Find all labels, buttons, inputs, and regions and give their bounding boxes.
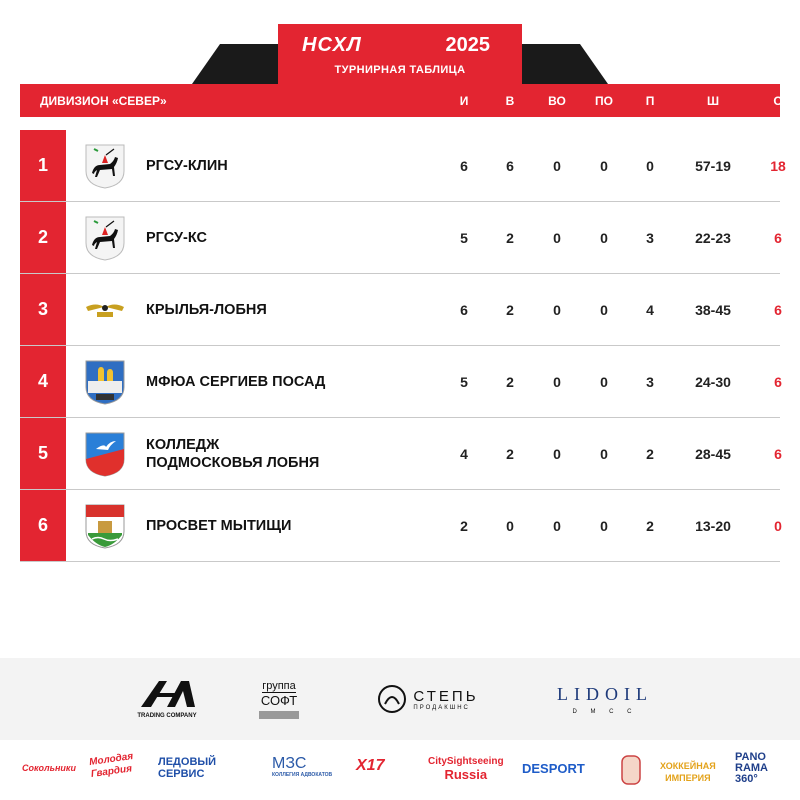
col-goals: Ш [706, 94, 720, 108]
ot-losses-cell: 0 [600, 229, 608, 246]
losses-cell: 3 [646, 229, 654, 246]
klin-crest-icon [84, 215, 126, 261]
partner-line: ИМПЕРИЯ [665, 773, 711, 783]
table-row [20, 490, 780, 562]
table-title: ТУРНИРНАЯ ТАБЛИЦА [334, 64, 466, 76]
col-games: И [459, 94, 469, 108]
glove-icon [616, 752, 646, 788]
team-name: ПРОСВЕТ МЫТИЩИ [146, 517, 292, 534]
losses-cell: 3 [646, 373, 654, 390]
ot-wins-cell: 0 [553, 445, 561, 462]
title-banner [278, 24, 522, 84]
lobnya-crest-icon [84, 431, 126, 477]
team-name: РГСУ-КЛИН [146, 157, 228, 174]
sponsor-caption: ПРОДАКШНС [413, 704, 470, 711]
step-logo-icon [377, 682, 407, 716]
games-cell: 5 [460, 229, 468, 246]
ot-wins-cell: 0 [553, 517, 561, 534]
partner-line: ЛЕДОВЫЙ [158, 756, 217, 768]
sponsor-name: LIDOIL [557, 683, 653, 704]
sponsor-caption: D M C C [572, 708, 638, 715]
sponsor-name: СТЕПЬ [413, 687, 479, 705]
partner-molodaya-gvardiya [89, 751, 136, 781]
ot-losses-cell: 0 [600, 445, 608, 462]
partner-line: CitySightseeing [428, 756, 504, 767]
partner-line: СЕРВИС [158, 768, 205, 780]
partner-mzs [272, 756, 332, 779]
col-losses: П [645, 94, 655, 108]
team-name-line: ПОДМОСКОВЬЯ ЛОБНЯ [146, 454, 320, 471]
sponsor-sa-trading [134, 674, 200, 724]
partner-line: КОЛЛЕГИЯ АДВОКАТОВ [272, 772, 333, 778]
col-ot-losses: ПО [595, 94, 613, 108]
wins-cell: 2 [506, 373, 514, 390]
soft-bar-icon [259, 711, 299, 719]
goals-cell: 28-45 [695, 445, 731, 462]
table-row [20, 202, 780, 274]
team-name: КРЫЛЬЯ-ЛОБНЯ [146, 301, 267, 318]
partner-logos [0, 740, 800, 800]
goals-cell: 13-20 [695, 517, 731, 534]
wings-logo-icon [84, 287, 126, 333]
ot-wins-cell: 0 [553, 301, 561, 318]
wins-cell: 6 [506, 157, 514, 174]
rank-cell: 5 [20, 418, 66, 489]
col-points: О [773, 94, 783, 108]
goals-cell: 38-45 [695, 301, 731, 318]
table-header [20, 84, 783, 117]
mytishchi-crest-icon [84, 503, 126, 549]
sergiev-posad-crest-icon [84, 359, 126, 405]
col-wins: В [505, 94, 515, 108]
goals-cell: 57-19 [695, 157, 731, 174]
ot-losses-cell: 0 [600, 157, 608, 174]
goals-cell: 24-30 [695, 373, 731, 390]
points-cell: 6 [774, 301, 782, 318]
sa-logo-icon [137, 679, 197, 709]
league-logo: НСХЛ [302, 34, 362, 56]
sponsor-lidoil [540, 676, 670, 722]
games-cell: 2 [460, 517, 468, 534]
partner-sokolniki: Сокольники [22, 763, 76, 773]
partner-line: PANO [735, 751, 766, 763]
col-ot-wins: ВО [548, 94, 566, 108]
partner-desport: DESPORT [522, 761, 585, 776]
rank-cell: 2 [20, 202, 66, 273]
ot-losses-cell: 0 [600, 301, 608, 318]
rank-cell: 3 [20, 274, 66, 345]
losses-cell: 0 [646, 157, 654, 174]
klin-crest-icon [84, 143, 126, 189]
season-year: 2025 [445, 34, 490, 56]
ot-losses-cell: 0 [600, 373, 608, 390]
points-cell: 6 [774, 445, 782, 462]
rank-cell: 4 [20, 346, 66, 417]
rank-cell: 6 [20, 490, 66, 561]
table-row [20, 130, 786, 202]
table-row [20, 274, 780, 346]
games-cell: 6 [460, 301, 468, 318]
team-name: МФЮА СЕРГИЕВ ПОСАД [146, 373, 326, 390]
points-cell: 6 [774, 373, 782, 390]
partner-hockey-empire [660, 760, 716, 784]
wins-cell: 2 [506, 301, 514, 318]
team-name-line: КОЛЛЕДЖ [146, 436, 220, 453]
losses-cell: 2 [646, 445, 654, 462]
main-sponsors [0, 658, 800, 740]
games-cell: 6 [460, 157, 468, 174]
ot-wins-cell: 0 [553, 157, 561, 174]
ot-wins-cell: 0 [553, 373, 561, 390]
points-cell: 0 [774, 517, 782, 534]
table-row [20, 346, 780, 418]
sponsor-step [366, 676, 490, 722]
division-label: ДИВИЗИОН «СЕВЕР» [40, 94, 167, 108]
sponsor-line: группа [262, 679, 296, 692]
sponsor-soft [254, 672, 304, 726]
partner-line: RAMA [735, 762, 768, 774]
partner-line: Russia [444, 767, 488, 782]
goals-cell: 22-23 [695, 229, 731, 246]
partner-ledovy-servis [158, 756, 216, 780]
games-cell: 4 [460, 445, 468, 462]
rank-cell: 1 [20, 130, 66, 201]
wins-cell: 2 [506, 445, 514, 462]
partner-line: Гвардия [90, 763, 133, 780]
games-cell: 5 [460, 373, 468, 390]
losses-cell: 4 [646, 301, 654, 318]
partner-line: Молодая [88, 751, 134, 769]
sponsor-line: СОФТ [260, 692, 298, 708]
ot-losses-cell: 0 [600, 517, 608, 534]
partner-citysightseeing [428, 756, 504, 782]
wins-cell: 2 [506, 229, 514, 246]
partner-line: ХОККЕЙНАЯ [660, 761, 716, 771]
team-name [146, 418, 319, 489]
table-row [20, 418, 780, 490]
partner-panorama-360 [735, 752, 768, 785]
partner-line: 360° [735, 773, 758, 785]
ot-wins-cell: 0 [553, 229, 561, 246]
points-cell: 18 [770, 157, 786, 174]
wins-cell: 0 [506, 517, 514, 534]
partner-x17: X17 [356, 757, 385, 774]
team-name: РГСУ-КС [146, 229, 207, 246]
sponsor-caption: TRADING COMPANY [137, 713, 197, 719]
losses-cell: 2 [646, 517, 654, 534]
partner-line: МЗС [272, 755, 307, 772]
points-cell: 6 [774, 229, 782, 246]
